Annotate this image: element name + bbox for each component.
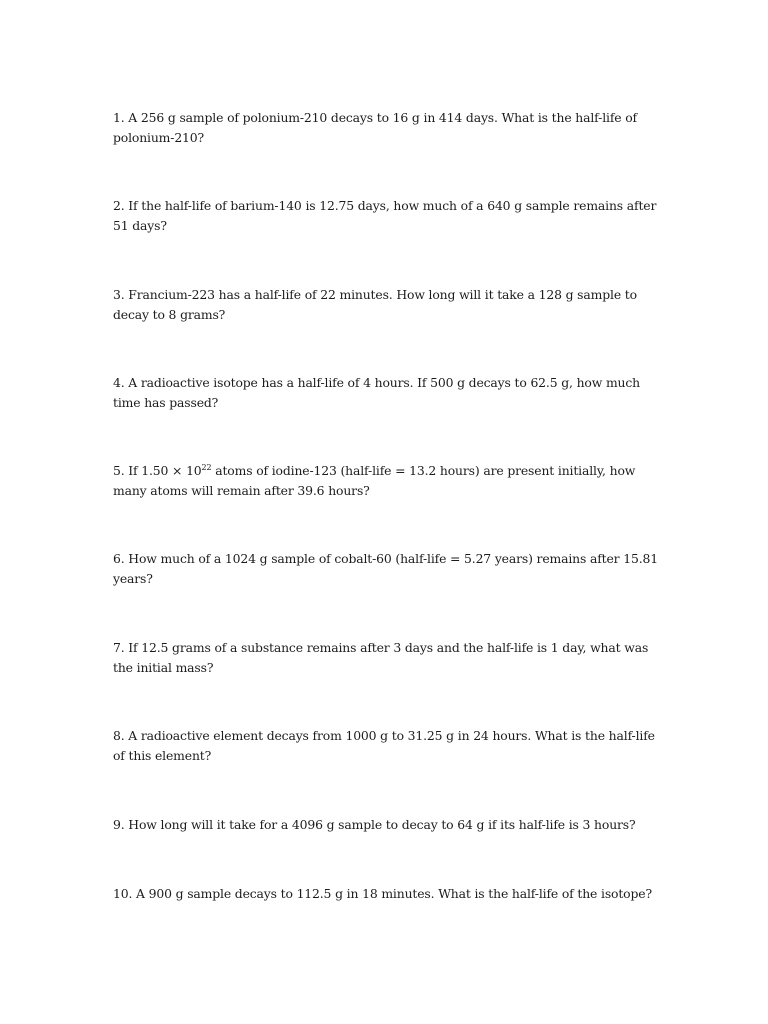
problem-3: 3. Francium-223 has a half-life of 22 minutes. How long will it take a 128 g sample to decay to 8 grams? bbox=[113, 287, 637, 322]
problem-5-exponent: 22 bbox=[201, 463, 212, 472]
problem-5-text-after: atoms of iodine-123 (half-life = 13.2 hours) are present initially, how many atoms will remain after 39.6 hours? bbox=[113, 463, 636, 498]
problem-10: 10. A 900 g sample decays to 112.5 g in 18 minutes. What is the half-life of the isotope? bbox=[113, 886, 652, 901]
problem-4: 4. A radioactive isotope has a half-life of 4 hours. If 500 g decays to 62.5 g, how much time has passed? bbox=[113, 375, 641, 410]
problem-6: 6. How much of a 1024 g sample of cobalt-60 (half-life = 5.27 years) remains after 15.81 years? bbox=[113, 551, 658, 586]
problem-8: 8. A radioactive element decays from 1000 g to 31.25 g in 24 hours. What is the half-life of this element? bbox=[113, 728, 655, 763]
problem-5-text-before: 5. If 1.50 × 10 bbox=[113, 463, 202, 478]
problem-7: 7. If 12.5 grams of a substance remains after 3 days and the half-life is 1 day, what was the initial mass? bbox=[113, 640, 649, 675]
problem-2: 2. If the half-life of barium-140 is 12.75 days, how much of a 640 g sample remains after 51 days? bbox=[113, 198, 657, 233]
problem-9: 9. How long will it take for a 4096 g sample to decay to 64 g if its half-life is 3 hours? bbox=[113, 817, 636, 832]
problem-5 bbox=[113, 461, 658, 500]
problem-1: 1. A 256 g sample of polonium-210 decays to 16 g in 414 days. What is the half-life of polonium-210? bbox=[113, 110, 637, 145]
